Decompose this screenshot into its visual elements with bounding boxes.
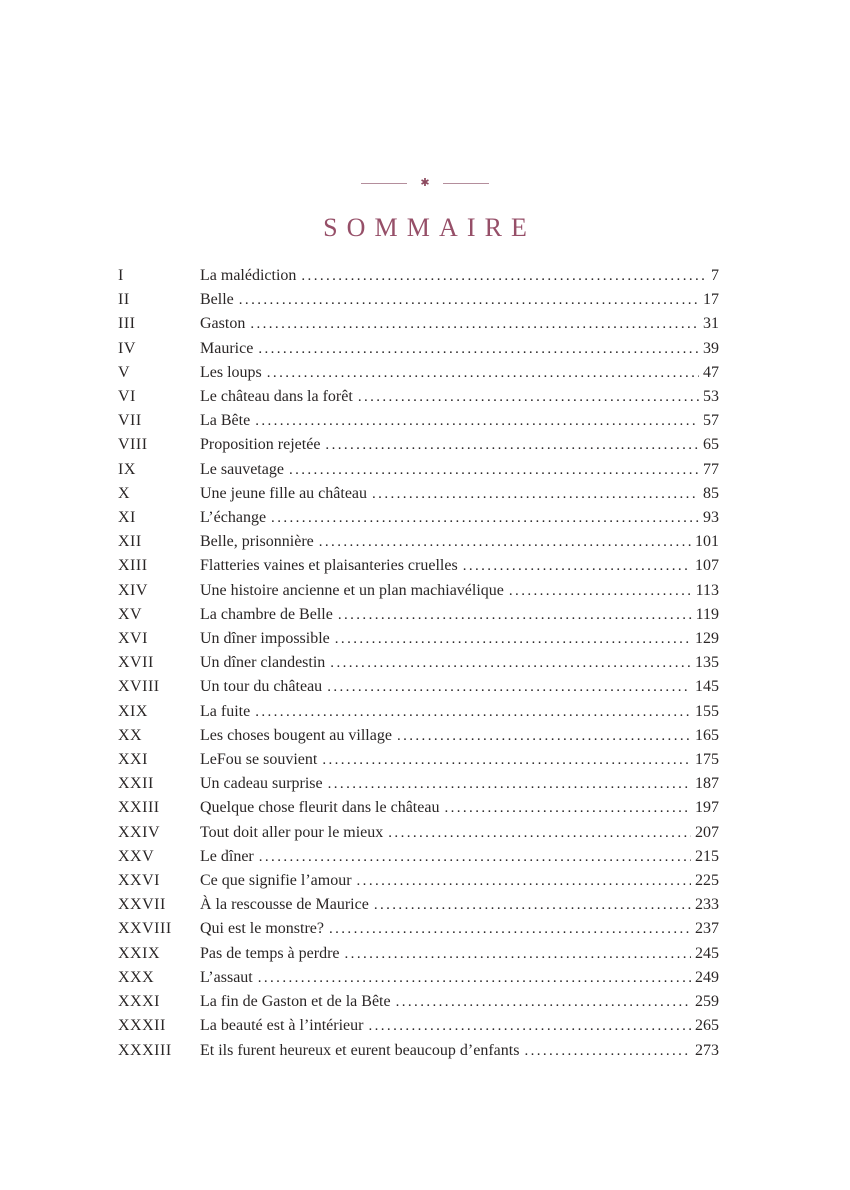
toc-entry[interactable] [118, 264, 719, 288]
leader-dots [259, 845, 691, 869]
chapter-title: Maurice [200, 339, 254, 357]
toc-entry[interactable] [118, 530, 719, 554]
chapter-title: La fin de Gaston et de la Bête [200, 993, 391, 1011]
chapter-title: La chambre de Belle [200, 605, 333, 623]
page-title: SOMMAIRE [323, 213, 537, 242]
page-number: 249 [695, 968, 719, 986]
leader-dots [239, 288, 699, 312]
page-number: 107 [695, 557, 719, 575]
leader-dots [319, 530, 691, 554]
page-number: 215 [695, 847, 719, 865]
chapter-numeral: VIII [118, 436, 148, 454]
chapter-numeral: XIII [118, 557, 148, 575]
ornament-line-right [443, 183, 489, 184]
toc-entry[interactable] [118, 651, 719, 675]
leader-dots [322, 748, 691, 772]
chapter-numeral: XIX [118, 702, 148, 720]
toc-entry[interactable] [118, 458, 719, 482]
chapter-numeral: XXXII [118, 1017, 166, 1035]
page-number: 65 [703, 436, 719, 454]
chapter-numeral: XVIII [118, 678, 160, 696]
toc-entry[interactable] [118, 337, 719, 361]
toc-entry[interactable] [118, 966, 719, 990]
toc-entry[interactable] [118, 893, 719, 917]
leader-dots [258, 337, 699, 361]
leader-dots [345, 942, 691, 966]
page-number: 93 [703, 509, 719, 527]
chapter-title: LeFou se souvient [200, 751, 318, 769]
chapter-title: Qui est le monstre? [200, 920, 324, 938]
chapter-title: Belle, prisonnière [200, 533, 314, 551]
page-number: 101 [695, 533, 719, 551]
toc-entry[interactable] [118, 288, 719, 312]
leader-dots [329, 917, 691, 941]
toc-entry[interactable] [118, 845, 719, 869]
page-number: 77 [703, 460, 719, 478]
chapter-numeral: XXX [118, 968, 155, 986]
chapter-title: La beauté est à l’intérieur [200, 1017, 364, 1035]
page-number: 259 [695, 993, 719, 1011]
leader-dots [338, 603, 692, 627]
page-number: 233 [695, 896, 719, 914]
chapter-title: Ce que signifie l’amour [200, 872, 352, 890]
chapter-title: Tout doit aller pour le mieux [200, 823, 384, 841]
leader-dots [267, 361, 699, 385]
page-number: 245 [695, 944, 719, 962]
chapter-numeral: XVII [118, 654, 154, 672]
leader-dots [250, 312, 699, 336]
chapter-title: À la rescousse de Maurice [200, 896, 369, 914]
chapter-numeral: IV [118, 339, 136, 357]
chapter-numeral: XXXIII [118, 1041, 172, 1059]
toc-entry[interactable] [118, 869, 719, 893]
page-number: 197 [695, 799, 719, 817]
chapter-title: Flatteries vaines et plaisanteries cruelles [200, 557, 458, 575]
chapter-numeral: XX [118, 726, 143, 744]
page-number: 165 [695, 726, 719, 744]
page-number: 113 [695, 581, 719, 599]
chapter-title: Le dîner [200, 847, 254, 865]
leader-dots [463, 554, 691, 578]
chapter-title: Le château dans la forêt [200, 388, 353, 406]
page-number: 187 [695, 775, 719, 793]
leader-dots [368, 1014, 691, 1038]
leader-dots [301, 264, 707, 288]
toc-list [118, 264, 719, 1063]
page-number: 273 [695, 1041, 719, 1059]
toc-entry[interactable] [118, 990, 719, 1014]
toc-entry[interactable] [118, 409, 719, 433]
chapter-title: Quelque chose fleurit dans le château [200, 799, 440, 817]
chapter-title: La Bête [200, 412, 251, 430]
page-number: 225 [695, 872, 719, 890]
chapter-numeral: XXII [118, 775, 154, 793]
toc-entry[interactable] [118, 1014, 719, 1038]
toc-entry[interactable] [118, 1039, 719, 1063]
chapter-numeral: II [118, 291, 130, 309]
toc-entry[interactable] [118, 361, 719, 385]
leader-dots [328, 772, 691, 796]
chapter-title: Un dîner clandestin [200, 654, 326, 672]
toc-entry[interactable] [118, 627, 719, 651]
chapter-numeral: XIV [118, 581, 148, 599]
leader-dots [330, 651, 691, 675]
toc-entry[interactable] [118, 700, 719, 724]
page-number: 119 [695, 605, 719, 623]
page-number: 57 [703, 412, 719, 430]
chapter-title: L’échange [200, 509, 267, 527]
leader-dots [444, 796, 691, 820]
chapter-title: Les choses bougent au village [200, 726, 392, 744]
chapter-numeral: XII [118, 533, 142, 551]
toc-entry[interactable] [118, 312, 719, 336]
leader-dots [396, 990, 691, 1014]
chapter-numeral: V [118, 363, 131, 381]
chapter-title: Proposition rejetée [200, 436, 321, 454]
page-number: 85 [703, 484, 719, 502]
chapter-numeral: X [118, 484, 131, 502]
leader-dots [388, 821, 691, 845]
chapter-title: Pas de temps à perdre [200, 944, 340, 962]
toc-entry[interactable] [118, 748, 719, 772]
chapter-numeral: III [118, 315, 136, 333]
leader-dots [335, 627, 691, 651]
leader-dots [509, 579, 692, 603]
chapter-numeral: XXXI [118, 993, 160, 1011]
leader-dots [397, 724, 691, 748]
leader-dots [255, 409, 699, 433]
toc-entry[interactable] [118, 603, 719, 627]
chapter-numeral: XXIX [118, 944, 160, 962]
leader-dots [372, 482, 699, 506]
page-number: 53 [703, 388, 719, 406]
toc-entry[interactable] [118, 724, 719, 748]
leader-dots [289, 458, 699, 482]
chapter-numeral: IX [118, 460, 136, 478]
chapter-title: Les loups [200, 363, 262, 381]
leader-dots [358, 385, 699, 409]
page-number: 175 [695, 751, 719, 769]
page-number: 237 [695, 920, 719, 938]
leader-dots [327, 675, 691, 699]
chapter-ornament [0, 174, 850, 192]
ornament-line-left [361, 183, 407, 184]
toc-entry[interactable] [118, 821, 719, 845]
leader-dots [325, 433, 699, 457]
star-icon: ✱ [420, 176, 430, 189]
leader-dots [255, 700, 691, 724]
leader-dots [357, 869, 691, 893]
page-number: 135 [695, 654, 719, 672]
leader-dots [524, 1039, 691, 1063]
chapter-numeral: XXV [118, 847, 155, 865]
page-number: 265 [695, 1017, 719, 1035]
chapter-numeral: XXVII [118, 896, 166, 914]
page-number: 129 [695, 630, 719, 648]
chapter-title: Un dîner impossible [200, 630, 330, 648]
chapter-title: Une jeune fille au château [200, 484, 368, 502]
toc-entry[interactable] [118, 675, 719, 699]
toc-entry[interactable] [118, 385, 719, 409]
toc-entry[interactable] [118, 772, 719, 796]
chapter-numeral: XXVI [118, 872, 160, 890]
toc-entry[interactable] [118, 554, 719, 578]
chapter-numeral: XI [118, 509, 136, 527]
chapter-title: Un cadeau surprise [200, 775, 323, 793]
toc-entry[interactable] [118, 796, 719, 820]
page-number: 47 [703, 363, 719, 381]
chapter-numeral: XVI [118, 630, 148, 648]
leader-dots [258, 966, 691, 990]
toc-entry[interactable] [118, 917, 719, 941]
chapter-numeral: XXI [118, 751, 148, 769]
toc-entry[interactable] [118, 433, 719, 457]
page-number: 207 [695, 823, 719, 841]
chapter-numeral: XXIV [118, 823, 160, 841]
chapter-title: Un tour du château [200, 678, 323, 696]
toc-entry[interactable] [118, 482, 719, 506]
chapter-numeral: XXVIII [118, 920, 172, 938]
toc-entry[interactable] [118, 579, 719, 603]
chapter-numeral: VII [118, 412, 142, 430]
chapter-title: Une histoire ancienne et un plan machiavélique [200, 581, 504, 599]
chapter-title: La malédiction [200, 267, 297, 284]
leader-dots [271, 506, 699, 530]
chapter-title: Le sauvetage [200, 460, 284, 478]
chapter-numeral: XV [118, 605, 143, 623]
chapter-title: L’assaut [200, 968, 253, 986]
chapter-numeral: I [118, 267, 124, 284]
leader-dots [374, 893, 691, 917]
chapter-title: Gaston [200, 315, 246, 333]
page-number: 145 [695, 678, 719, 696]
page-number: 31 [703, 315, 719, 333]
page-number: 39 [703, 339, 719, 357]
page-number: 155 [695, 702, 719, 720]
chapter-title: La fuite [200, 702, 251, 720]
toc-entry[interactable] [118, 506, 719, 530]
page-number: 7 [711, 267, 719, 284]
chapter-numeral: XXIII [118, 799, 160, 817]
chapter-numeral: VI [118, 388, 136, 406]
chapter-title: Belle [200, 291, 234, 309]
chapter-title: Et ils furent heureux et eurent beaucoup d’enfants [200, 1041, 520, 1059]
toc-entry[interactable] [118, 942, 719, 966]
page-number: 17 [703, 291, 719, 309]
